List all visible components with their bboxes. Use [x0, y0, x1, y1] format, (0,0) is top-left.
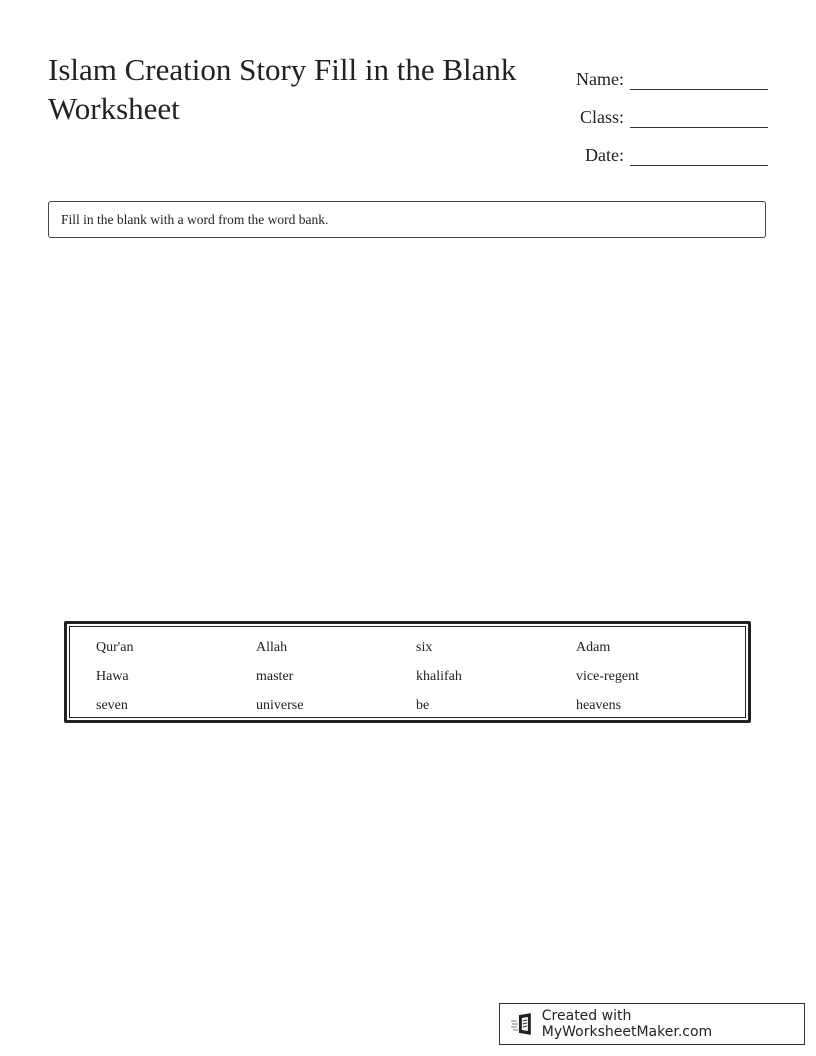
word-bank-item: be	[416, 698, 430, 713]
word-bank-item: Allah	[256, 640, 288, 655]
student-info-fields	[560, 52, 768, 166]
word-bank	[64, 621, 751, 723]
word-bank-grid	[69, 626, 746, 718]
word-bank-item: heavens	[576, 698, 622, 713]
word-bank-item: master	[256, 669, 294, 684]
date-blank-line[interactable]	[630, 141, 768, 166]
footer-text: Created with MyWorksheetMaker.com	[541, 1008, 713, 1040]
name-field	[560, 52, 768, 90]
word-bank-item: universe	[256, 698, 304, 713]
word-bank-item: vice-regent	[576, 669, 639, 684]
word-bank-item: khalifah	[416, 669, 462, 684]
word-bank-item: six	[416, 640, 433, 655]
date-field	[560, 128, 768, 166]
class-blank-line[interactable]	[630, 103, 768, 128]
date-label: Date:	[585, 145, 624, 165]
footer-credit[interactable]	[499, 1003, 805, 1045]
word-bank-item: Adam	[576, 640, 611, 655]
name-blank-line[interactable]	[630, 65, 768, 90]
worksheet-maker-logo-icon	[510, 1012, 536, 1036]
class-field	[560, 90, 768, 128]
word-bank-item: seven	[96, 698, 128, 713]
word-bank-item: Hawa	[96, 669, 129, 684]
name-label: Name:	[576, 69, 624, 89]
instructions-box: Fill in the blank with a word from the word bank.	[48, 201, 766, 238]
word-bank-item: Qur'an	[96, 640, 134, 655]
worksheet-title: Islam Creation Story Fill in the Blank Worksheet	[48, 52, 517, 126]
class-label: Class:	[579, 107, 624, 127]
